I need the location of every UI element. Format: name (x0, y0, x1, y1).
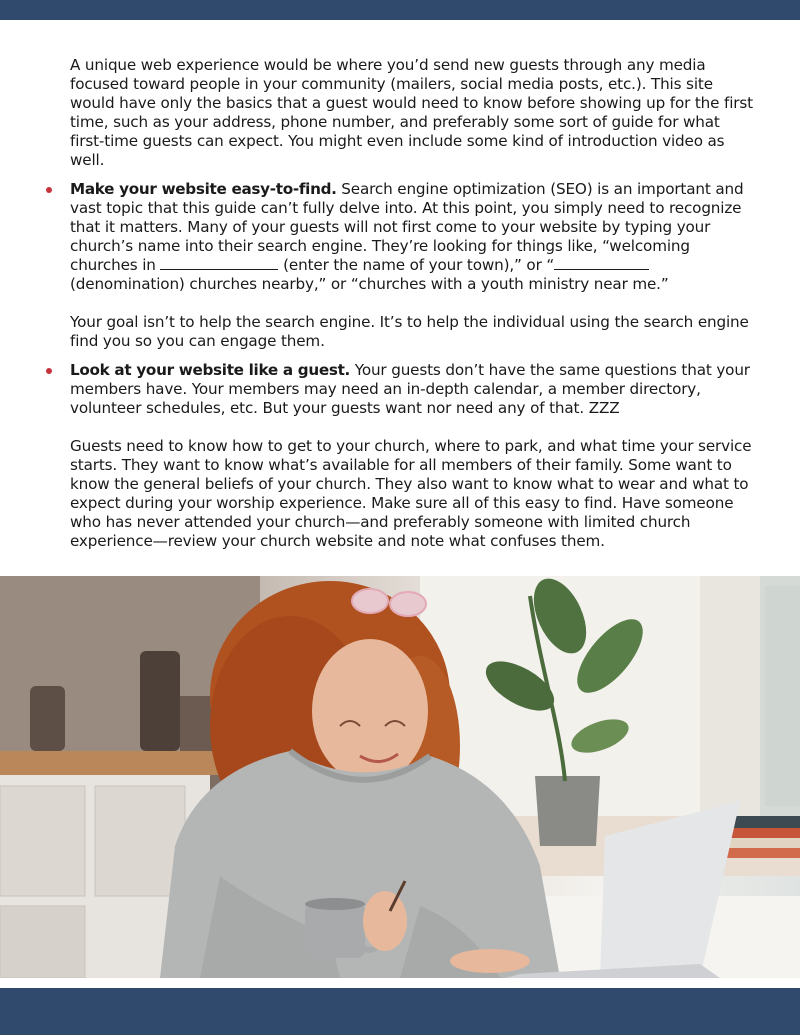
top-header-band (0, 0, 800, 20)
woman-at-laptop-photo (0, 576, 800, 978)
fill-in-blank-town (160, 257, 278, 270)
bullet-body: Search engine optimization (SEO) is an important and vast topic that this guide can’t fully delve into. At this point, you simply need to recognize that it matters. Many of your guests will not first come to your website by typing your church’s name into their search engine. They’re looking for things like, “welcoming churches in (70, 180, 744, 274)
bullet-dot-icon (46, 187, 52, 193)
bullet-paragraph (70, 180, 758, 294)
bullet-heading: Look at your website like a guest. (70, 361, 351, 379)
bullet-heading: Make your website easy-to-find. (70, 180, 337, 198)
bullet-dot-icon (46, 368, 52, 374)
page-body-text (70, 56, 758, 551)
bullet-followup-paragraph: Your goal isn’t to help the search engine. It’s to help the individual using the search engine find you so you can engage them. (70, 313, 749, 350)
intro-paragraph: A unique web experience would be where you’d send new guests through any media focused toward people in your community (mailers, social media posts, etc.). This site would have only the basics that a guest would need to know before showing up for the first time, such as your address, phone number, and preferably some sort of guide for what first-time guests can expect. You might even include some kind of introduction video as well. (70, 56, 753, 169)
bullet-followup-paragraph: Guests need to know how to get to your church, where to park, and what time your service starts. They want to know what’s available for all members of their family. Some want to know the general beliefs of your church. They also want to know what to wear and what to expect during your worship experience. Make sure all of this easy to find. Have someone who has never attended your church—and preferably someone with limited church experience—review your church website and note what confuses them. (70, 437, 752, 550)
bullet-item-look-like-guest (70, 361, 758, 551)
bullet-item-easy-to-find (70, 180, 758, 351)
bottom-footer-band (0, 988, 800, 1035)
bullet-paragraph (70, 361, 758, 418)
bullet-body: Your guests don’t have the same questions that your members have. Your members may need an in-depth calendar, a member directory, volunteer schedules, etc. But your guests want nor need any of that. ZZZ (70, 361, 750, 417)
bullet-body: (denomination) churches nearby,” or “churches with a youth ministry near me.” (70, 275, 669, 293)
fill-in-blank-denomination (554, 257, 649, 270)
bullet-body: (enter the name of your town),” or “ (278, 256, 555, 274)
